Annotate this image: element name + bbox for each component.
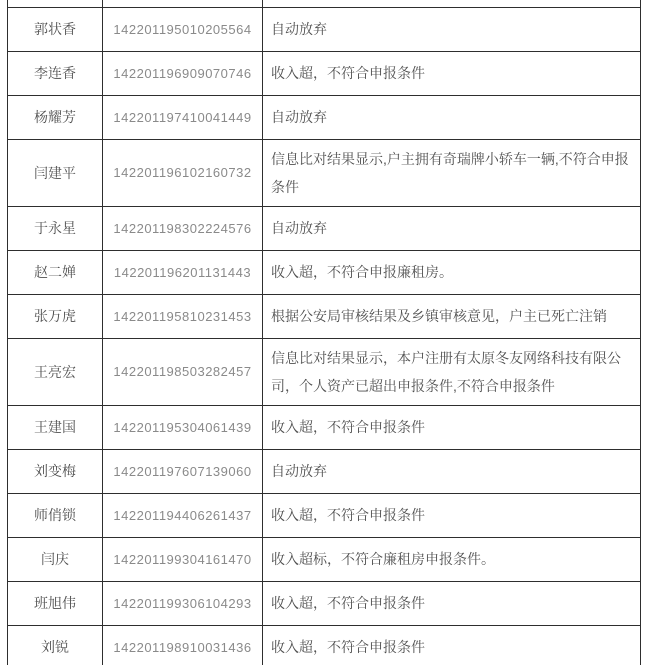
name-cell: 闫庆 xyxy=(8,537,103,581)
name-cell: 于永星 xyxy=(8,206,103,250)
id-cell: 142201195810231453 xyxy=(103,294,263,338)
id-cell: 142201198302224576 xyxy=(103,206,263,250)
reason-cell: 收入超，不符合申报廉租房。 xyxy=(263,250,641,294)
name-cell: 王建国 xyxy=(8,405,103,449)
table-row xyxy=(8,139,641,206)
id-cell xyxy=(103,0,263,7)
name-cell: 闫建平 xyxy=(8,139,103,206)
table-row xyxy=(8,338,641,405)
id-cell: 142201196909070746 xyxy=(103,51,263,95)
id-cell: 142201195304061439 xyxy=(103,405,263,449)
name-cell: 班旭伟 xyxy=(8,581,103,625)
name-cell: 杨耀芳 xyxy=(8,95,103,139)
id-cell: 142201197410041449 xyxy=(103,95,263,139)
reason-cell: 收入超，不符合申报条件 xyxy=(263,625,641,665)
name-cell: 刘锐 xyxy=(8,625,103,665)
id-cell: 142201198910031436 xyxy=(103,625,263,665)
applicants-table xyxy=(7,0,641,665)
id-cell: 142201196201131443 xyxy=(103,250,263,294)
reason-cell: 自动放弃 xyxy=(263,449,641,493)
id-cell: 142201194406261437 xyxy=(103,493,263,537)
reason-cell: 自动放弃 xyxy=(263,95,641,139)
name-cell: 张万虎 xyxy=(8,294,103,338)
name-cell xyxy=(8,0,103,7)
table-row xyxy=(8,405,641,449)
id-cell: 142201197607139060 xyxy=(103,449,263,493)
name-cell: 李连香 xyxy=(8,51,103,95)
name-cell: 师俏锁 xyxy=(8,493,103,537)
table-row xyxy=(8,294,641,338)
reason-cell xyxy=(263,0,641,7)
table-row xyxy=(8,581,641,625)
id-cell: 142201198503282457 xyxy=(103,338,263,405)
name-cell: 郭状香 xyxy=(8,7,103,51)
table-row xyxy=(8,206,641,250)
table-row xyxy=(8,95,641,139)
table-body xyxy=(8,0,641,665)
table-row xyxy=(8,537,641,581)
id-cell: 142201199304161470 xyxy=(103,537,263,581)
id-cell: 142201195010205564 xyxy=(103,7,263,51)
reason-cell: 信息比对结果显示,户主拥有奇瑞牌小轿车一辆,不符合申报条件 xyxy=(263,139,641,206)
reason-cell: 自动放弃 xyxy=(263,206,641,250)
reason-cell: 收入超标，不符合廉租房申报条件。 xyxy=(263,537,641,581)
table-row xyxy=(8,493,641,537)
reason-cell: 自动放弃 xyxy=(263,7,641,51)
reason-cell: 收入超，不符合申报条件 xyxy=(263,405,641,449)
name-cell: 王亮宏 xyxy=(8,338,103,405)
partial-row-top xyxy=(8,0,641,7)
reason-cell: 收入超，不符合申报条件 xyxy=(263,493,641,537)
table-row xyxy=(8,625,641,665)
name-cell: 刘变梅 xyxy=(8,449,103,493)
id-cell: 142201199306104293 xyxy=(103,581,263,625)
reason-cell: 信息比对结果显示，本户注册有太原冬友网络科技有限公司，个人资产已超出申报条件,不符合申报条件 xyxy=(263,338,641,405)
name-cell: 赵二婵 xyxy=(8,250,103,294)
table-row xyxy=(8,449,641,493)
reason-cell: 收入超，不符合申报条件 xyxy=(263,51,641,95)
reason-cell: 收入超，不符合申报条件 xyxy=(263,581,641,625)
table-row xyxy=(8,7,641,51)
table-row xyxy=(8,250,641,294)
id-cell: 142201196102160732 xyxy=(103,139,263,206)
reason-cell: 根据公安局审核结果及乡镇审核意见，户主已死亡注销 xyxy=(263,294,641,338)
table-row xyxy=(8,51,641,95)
